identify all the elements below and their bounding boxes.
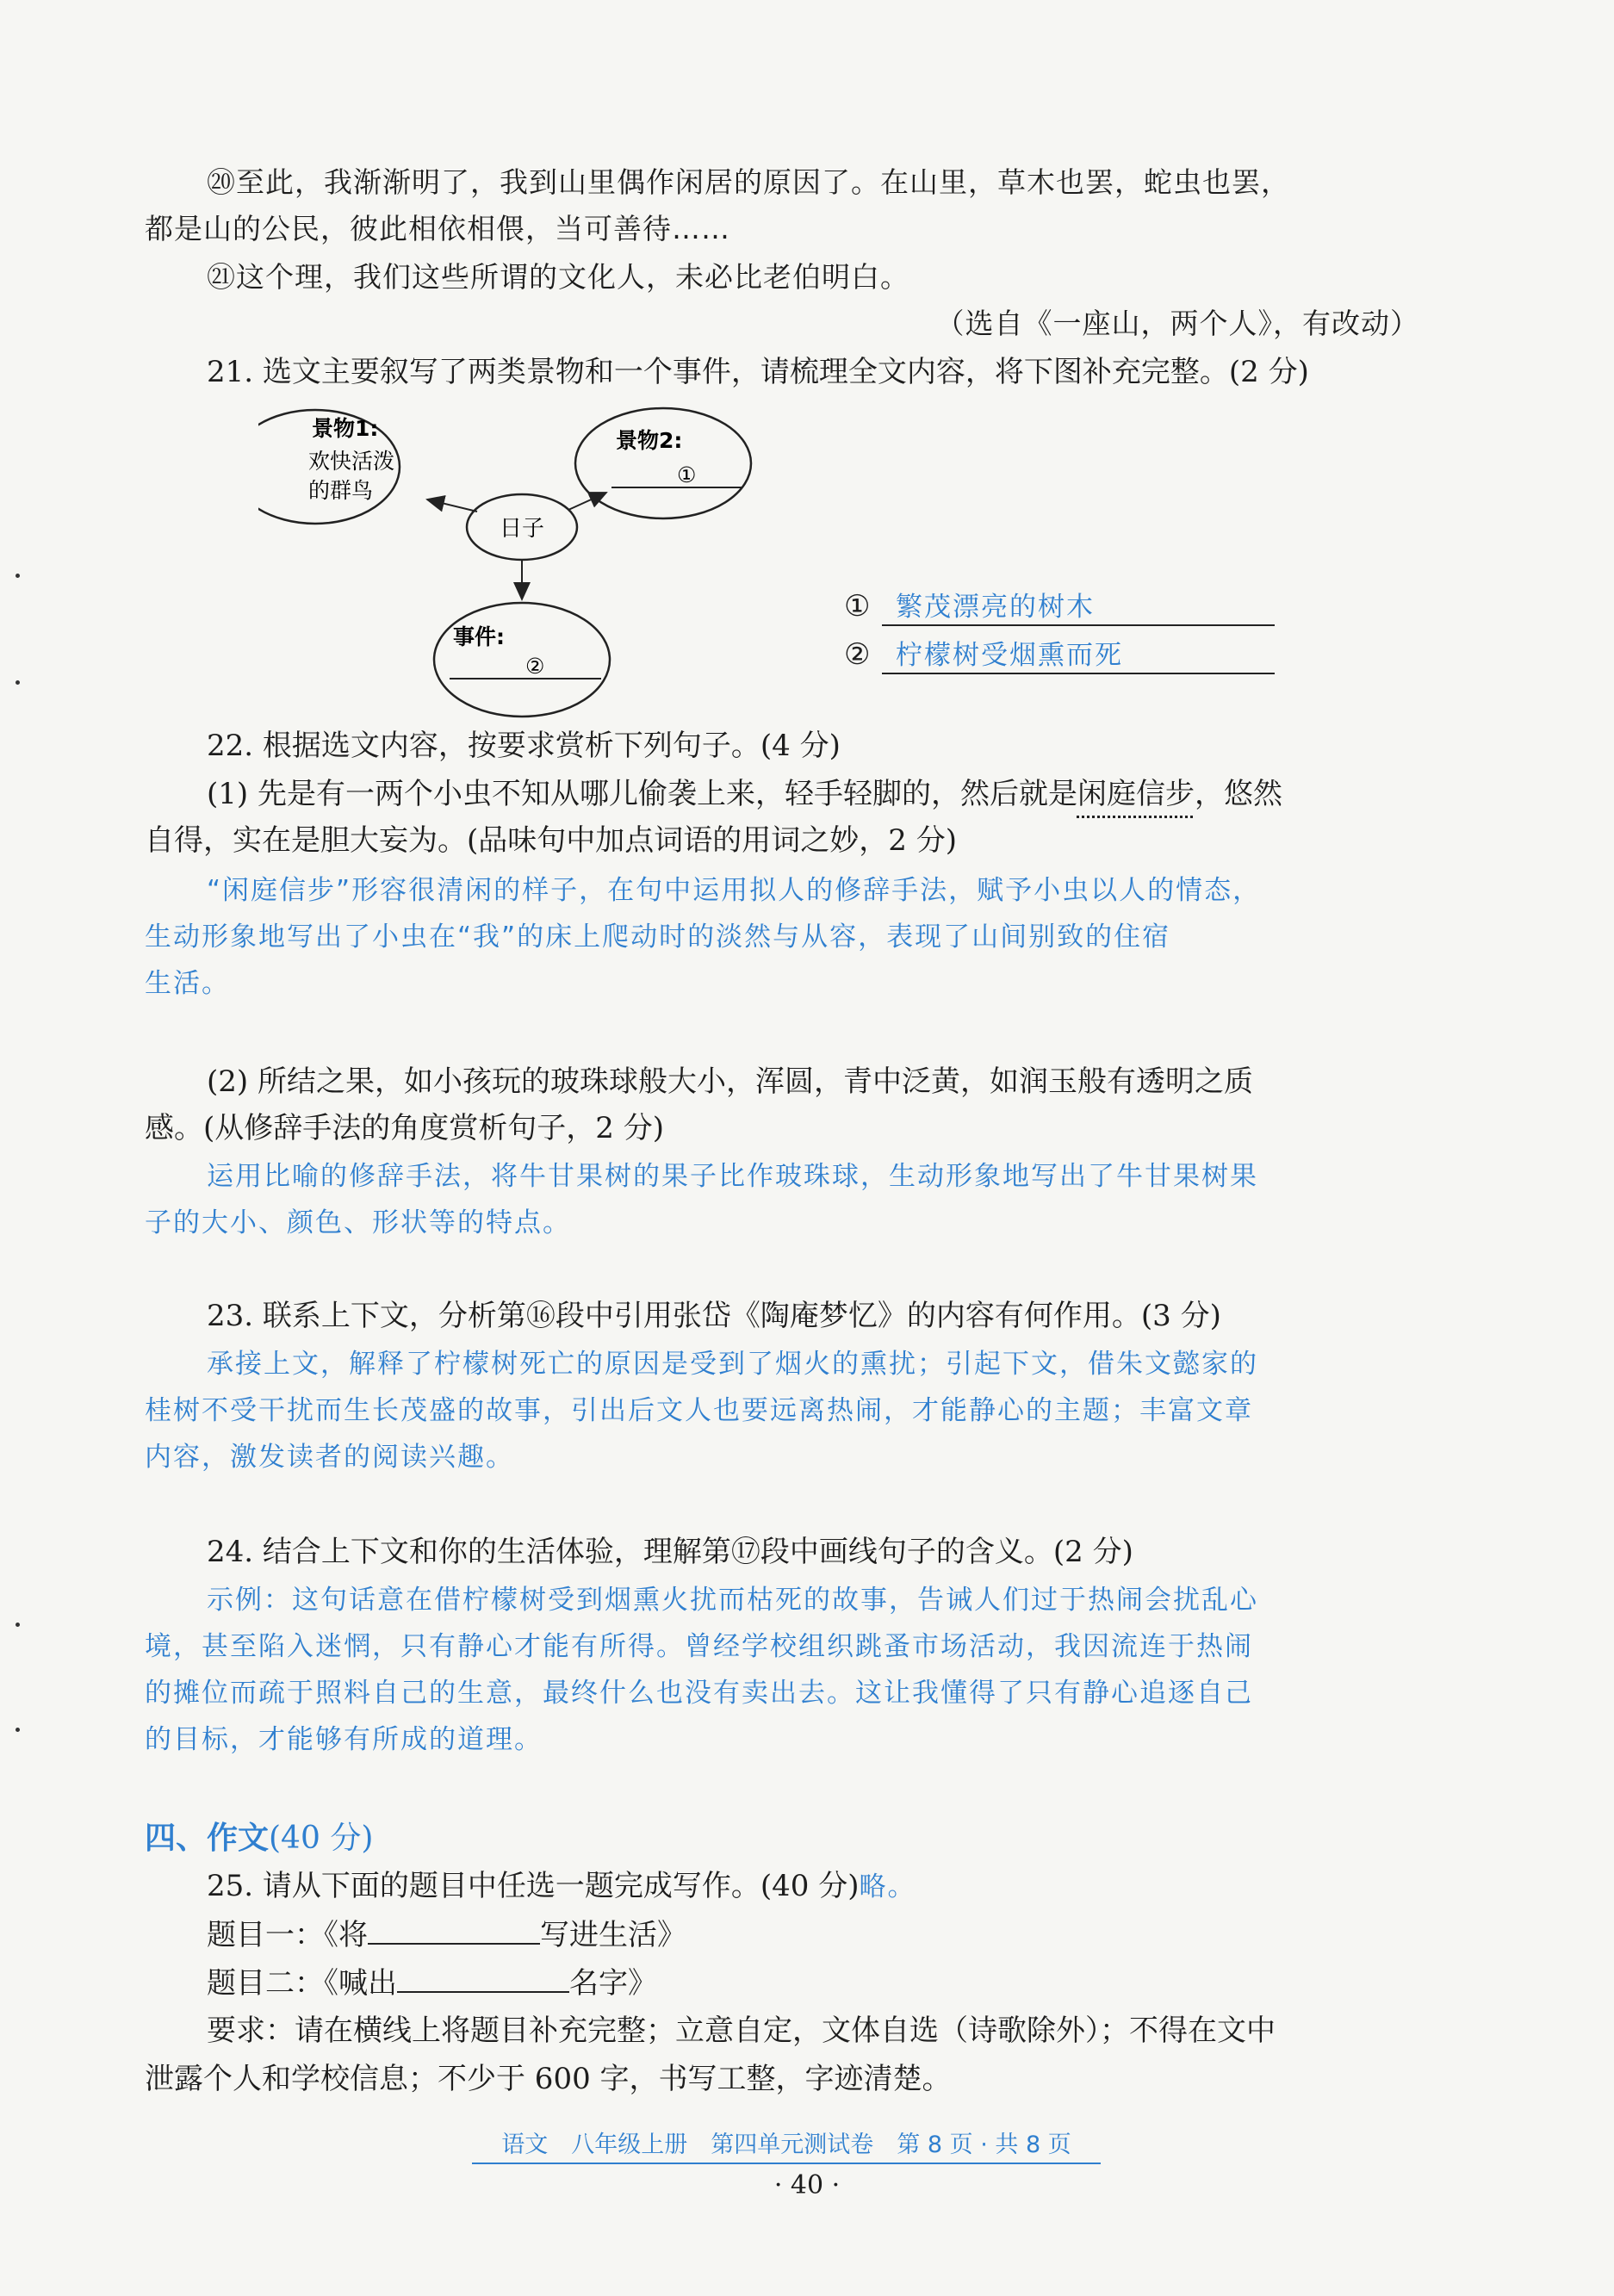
- center-label: 日子: [500, 516, 545, 542]
- q24-answer-line4: 的目标，才能够有所成的道理。: [145, 1724, 543, 1755]
- topic-1-before: 题目一：《将: [207, 1918, 368, 1952]
- scene1-title: 景物1:: [312, 416, 379, 441]
- topic-2-before: 题目二：《喊出: [207, 1966, 397, 2001]
- q21-answer-2-number: ②: [844, 637, 871, 672]
- topic-2-after: 名字》: [569, 1966, 657, 2001]
- q23-answer-line2: 桂树不受干扰而生长茂盛的故事，引出后文人也要远离热闹，才能静心的主题；丰富文章: [145, 1395, 1253, 1426]
- paragraph-20-line2: 都是山的公民，彼此相依相偎，当可善待……: [145, 212, 730, 245]
- question-24: 24. 结合上下文和你的生活体验，理解第⑰段中画线句子的含义。(2 分): [207, 1535, 1133, 1569]
- q22-answer2-line2: 子的大小、颜色、形状等的特点。: [145, 1207, 571, 1238]
- topic-2: [207, 1965, 1419, 2001]
- q25-answer: 略。: [859, 1871, 916, 1902]
- q22-s1-after: ，悠然: [1194, 777, 1282, 811]
- source-citation: （选自《一座山，两个人》，有改动）: [935, 307, 1419, 340]
- scene2-title: 景物2:: [616, 428, 683, 453]
- scan-mark: [16, 1623, 20, 1627]
- topic-1-after: 写进生活》: [540, 1918, 686, 1952]
- q22-answer1-line1: “闲庭信步”形容很清闲的样子，在句中运用拟人的修辞手法，赋予小虫以人的情态，: [207, 875, 1262, 906]
- topic-2-blank: [397, 1965, 569, 1993]
- mind-map-diagram: [258, 405, 810, 723]
- q24-answer-line1: 示例：这句话意在借柠檬树受到烟熏火扰而枯死的故事，告诫人们过于热闹会扰乱心: [207, 1585, 1258, 1616]
- q21-answer-2-text: 柠檬树受烟熏而死: [882, 638, 1275, 674]
- q21-answer-1-number: ①: [844, 589, 871, 624]
- requirements-line1: 要求：请在横线上将题目补充完整；立意自定，文体自选（诗歌除外）；不得在文中: [207, 2014, 1276, 2048]
- q22-dotted-word: 闲庭信步: [1077, 777, 1195, 811]
- scene1-line1: 欢快活泼: [308, 449, 395, 474]
- section-4-title: 四、作文: [145, 1820, 270, 1856]
- scan-mark: [16, 574, 20, 578]
- scan-mark: [16, 680, 20, 685]
- q22-sentence1-line2: 自得，实在是胆大妄为。(品味句中加点词语的用词之妙，2 分): [145, 823, 957, 858]
- event-ellipse: [434, 603, 610, 717]
- q22-answer1-line2: 生动形象地写出了小虫在“我”的床上爬动时的淡然与从容，表现了山间别致的住宿: [145, 922, 1171, 953]
- q22-answer2-line1: 运用比喻的修辞手法，将牛甘果树的果子比作玻珠球，生动形象地写出了牛甘果树果: [207, 1161, 1258, 1192]
- scene2-ellipse: [575, 408, 751, 518]
- q22-sentence2-line1: (2) 所结之果，如小孩玩的玻珠球般大小，浑圆，青中泛黄，如润玉般有透明之质: [207, 1064, 1253, 1099]
- scene2-marker: ①: [677, 462, 697, 487]
- event-title: 事件:: [453, 624, 505, 649]
- q21-answer-1-text: 繁茂漂亮的树木: [882, 590, 1275, 626]
- q24-answer-line3: 的摊位而疏于照料自己的生意，最终什么也没有卖出去。这让我懂得了只有静心追逐自己: [145, 1678, 1253, 1709]
- q23-answer-line3: 内容，激发读者的阅读兴趣。: [145, 1442, 514, 1473]
- topic-1: [207, 1917, 1419, 1952]
- q22-s1-before: (1) 先是有一两个小虫不知从哪儿偷袭上来，轻手轻脚的，然后就是: [207, 777, 1077, 811]
- q22-sentence1-line1: [207, 777, 1419, 811]
- section-4-heading: [145, 1821, 1419, 1856]
- q23-answer-line1: 承接上文，解释了柠檬树死亡的原因是受到了烟火的熏扰；引起下文，借朱文懿家的: [207, 1349, 1258, 1380]
- event-marker: ②: [525, 654, 545, 679]
- q25-text: 25. 请从下面的题目中任选一题完成写作。(40 分): [207, 1869, 860, 1903]
- question-22: 22. 根据选文内容，按要求赏析下列句子。(4 分): [207, 729, 841, 763]
- q24-answer-line2: 境，甚至陷入迷惘，只有静心才能有所得。曾经学校组织跳蚤市场活动，我因流连于热闹: [145, 1631, 1253, 1662]
- q22-answer1-line3: 生活。: [145, 968, 230, 999]
- requirements-line2: 泄露个人和学校信息；不少于 600 字，书写工整，字迹清楚。: [145, 2062, 952, 2096]
- q21-answer-1: [844, 589, 1275, 626]
- question-21: 21. 选文主要叙写了两类景物和一个事件，请梳理全文内容，将下图补充完整。(2 分): [207, 355, 1309, 389]
- q22-sentence2-line2: 感。(从修辞手法的角度赏析句子，2 分): [145, 1111, 664, 1145]
- page-footer: 语文 八年级上册 第四单元测试卷 第 8 页 · 共 8 页: [472, 2125, 1101, 2164]
- page-number: · 40 ·: [773, 2170, 841, 2200]
- paragraph-21: ㉑这个理，我们这些所谓的文化人，未必比老伯明白。: [207, 260, 909, 294]
- topic-1-blank: [368, 1917, 540, 1945]
- arrow-to-scene1: [427, 500, 477, 512]
- scene1-line2: 的群鸟: [308, 478, 374, 503]
- paragraph-20-line1: ⑳至此，我渐渐明了，我到山里偶作闲居的原因了。在山里，草木也罢，蛇虫也罢，: [207, 165, 1290, 199]
- q21-answer-2: [844, 637, 1275, 674]
- question-25: [207, 1869, 1419, 1904]
- scan-mark: [16, 1728, 20, 1732]
- section-4-points: (40 分): [269, 1821, 374, 1856]
- question-23: 23. 联系上下文，分析第⑯段中引用张岱《陶庵梦忆》的内容有何作用。(3 分): [207, 1299, 1221, 1333]
